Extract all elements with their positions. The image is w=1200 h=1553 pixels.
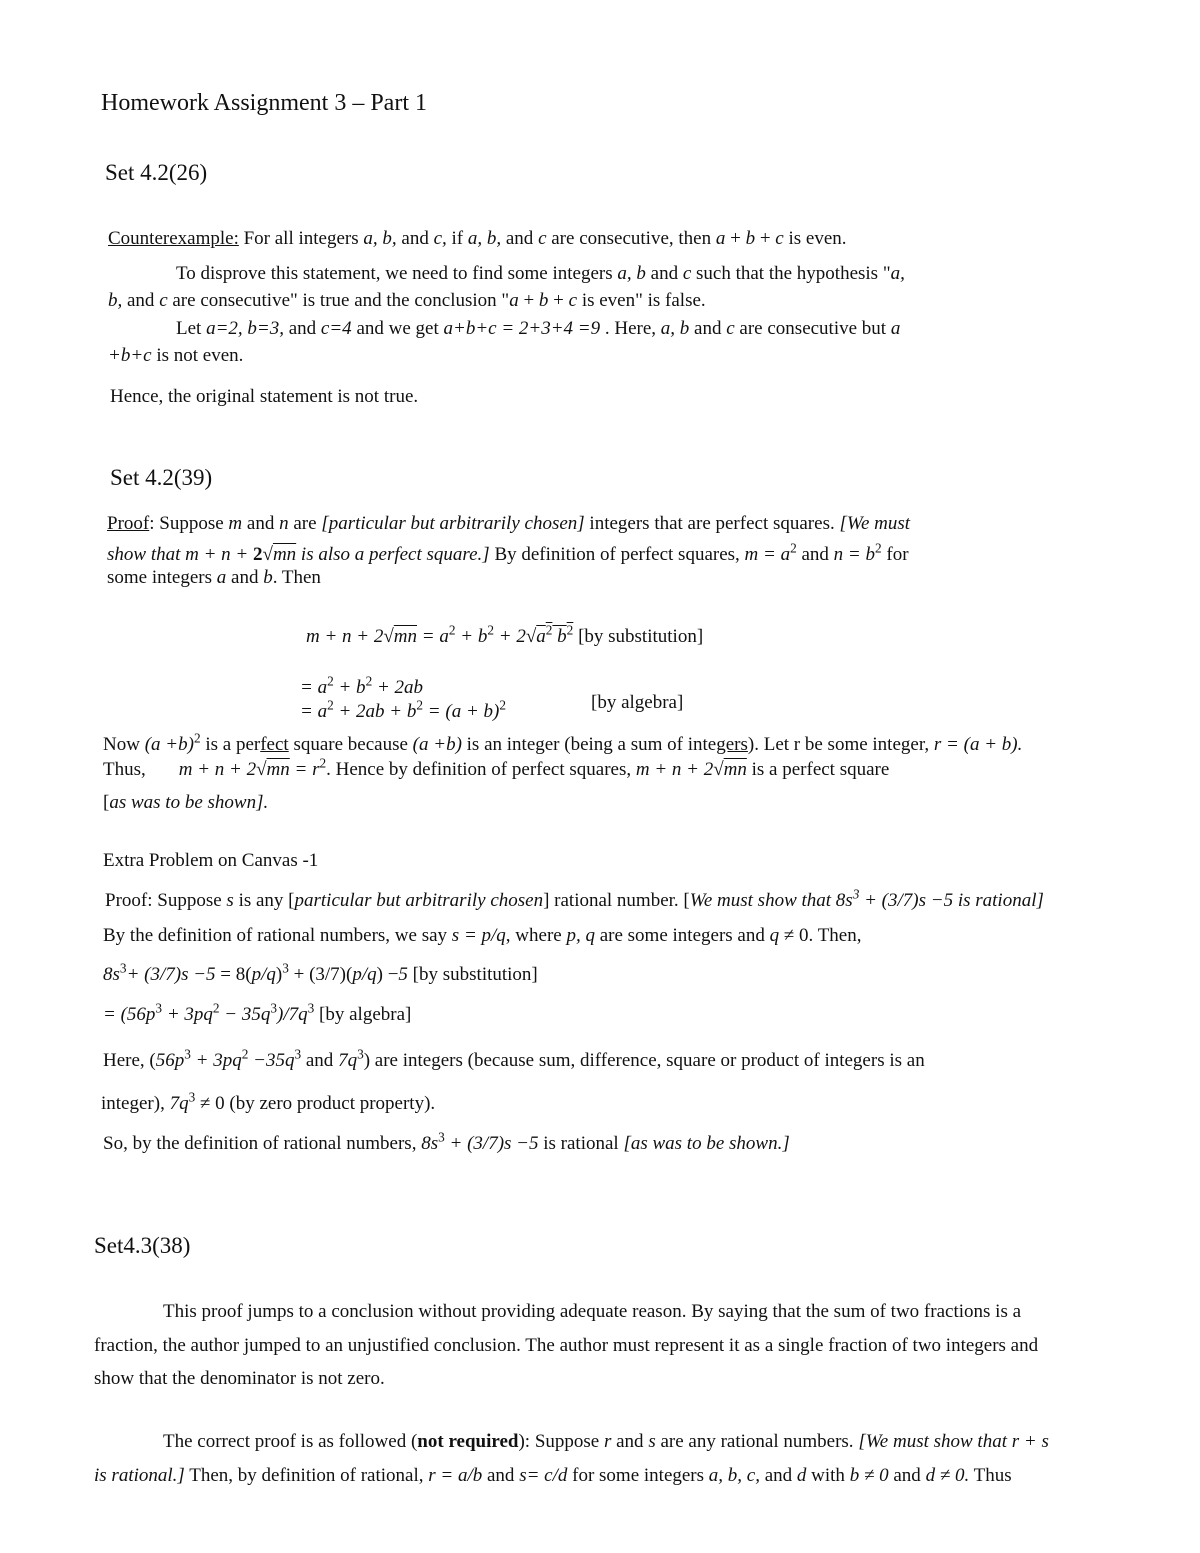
math-expression: m + n + 2√ [178, 759, 267, 780]
counterexample-conclusion: Hence, the original statement is not true. [110, 386, 419, 407]
exponent: 3 [438, 1129, 445, 1145]
exponent: 2 [875, 540, 882, 556]
math-expression: 7q [169, 1093, 189, 1114]
math-var: s [648, 1431, 656, 1452]
math-var: b [552, 626, 567, 647]
text-run: and [759, 1465, 797, 1486]
math-expression: (a +b) [144, 734, 194, 755]
radicand: mn [393, 626, 418, 647]
math-expression: m + n + 2√ [306, 626, 394, 647]
exponent: 2 [193, 730, 201, 746]
exponent: 3 [155, 1000, 163, 1016]
text-run: ≠ 0. Then, [779, 925, 862, 946]
math-expression: + 3pq [162, 1004, 213, 1025]
math-var: n [279, 513, 289, 534]
math-expression: + 2ab [372, 677, 424, 698]
text-run: and [396, 228, 434, 249]
text-run: are consecutive, then [546, 228, 716, 249]
italic-phrase: as was to be shown]. [109, 792, 269, 813]
text-run: are consecutive" is true and the conclusion " [167, 290, 510, 311]
math-var: a, b [617, 263, 646, 284]
text-run: and [482, 1465, 520, 1486]
text-run: . Here, [600, 318, 661, 339]
italic-phrase: is rational.] [94, 1465, 185, 1486]
text-run: are some integers and [594, 925, 770, 946]
extra-proof-line-2 [103, 925, 861, 947]
exponent: 2 [327, 697, 334, 713]
section-heading-set-4-2-26: Set 4.2(26) [105, 160, 208, 185]
math-var: b [263, 567, 273, 588]
radicand: mn [723, 759, 747, 780]
equation-note: [by substitution] [573, 626, 704, 647]
text-run: for some integers [567, 1465, 709, 1486]
extra-proof-line-5 [103, 1046, 925, 1072]
text-run: gers [716, 734, 748, 755]
text-run: + [518, 290, 539, 311]
text-run: and we get [351, 318, 444, 339]
math-expression: s = p/q [451, 925, 506, 946]
text-run: and [611, 1431, 649, 1452]
math-expression: + b [333, 677, 366, 698]
math-var: c [775, 228, 784, 249]
proof-line-5 [103, 755, 890, 781]
exponent: 2 [487, 622, 494, 638]
math-var: a=2, b=3, [206, 318, 284, 339]
text-run: Then, by definition of rational, [184, 1465, 429, 1486]
counterexample-line-1 [108, 228, 847, 250]
equation-note-algebra: [by algebra] [591, 692, 684, 713]
text-run: for [881, 544, 909, 565]
math-var: b [538, 290, 549, 311]
text-run: are consecutive but [734, 318, 891, 339]
math-var: b, [108, 290, 123, 311]
math-expression: = r [289, 759, 320, 780]
exponent: 2 [499, 697, 506, 713]
extra-proof-line-3 [103, 960, 538, 986]
proof-line-6 [103, 792, 268, 814]
text-run: ). Let r be some integer, [747, 734, 934, 755]
math-var: p, q [566, 925, 595, 946]
math-expression: 56p [155, 1050, 185, 1071]
math-var: a [509, 290, 519, 311]
exponent: 2 [327, 673, 334, 689]
radicand: mn [272, 544, 297, 565]
math-expression: + (3/7)s −5 [126, 964, 216, 985]
math-var: r [603, 1431, 612, 1452]
text-run: fect [260, 734, 289, 755]
exponent: 2 [212, 1000, 220, 1016]
math-expression: 8s [421, 1133, 439, 1154]
exponent: 2 [319, 755, 327, 771]
text-run: By definition of perfect squares, [489, 544, 745, 565]
math-var: s [226, 890, 234, 911]
proof-line-4 [103, 730, 1023, 756]
math-expression: n = b [833, 544, 875, 565]
text-run: ): Suppose [518, 1431, 604, 1452]
text-run: with [806, 1465, 850, 1486]
extra-proof-line-1 [105, 886, 1044, 912]
text-run: and [122, 290, 160, 311]
math-expression: −35q [248, 1050, 295, 1071]
text-run: For all integers [238, 228, 364, 249]
math-expression: (a +b) [412, 734, 462, 755]
text-run: and [283, 318, 321, 339]
text-run: is any [ [233, 890, 295, 911]
text-run: are [288, 513, 322, 534]
exponent: 3 [188, 1089, 196, 1105]
exponent: 2 [241, 1046, 249, 1062]
math-expression: + 2ab + b [333, 701, 417, 722]
italic-phrase: show that m + n + [107, 544, 253, 565]
exponent: 2 [448, 622, 456, 638]
math-expression: m = a [744, 544, 791, 565]
counterexample-line-5 [108, 345, 243, 367]
math-var: b [745, 228, 756, 249]
exponent: 3 [184, 1046, 191, 1062]
math-expression: = a [300, 701, 328, 722]
counterexample-label: Counterexample: [108, 228, 239, 249]
italic-phrase: [particular but arbitrarily chosen] [321, 513, 585, 534]
math-expression: m + n + 2√ [635, 759, 724, 780]
bold-phrase: not required [417, 1431, 519, 1452]
extra-problem-heading: Extra Problem on Canvas -1 [103, 850, 319, 871]
italic-phrase: + (3/7)s −5 is rational] [859, 890, 1044, 911]
math-var: c [538, 228, 547, 249]
exponent: 3 [270, 1000, 278, 1016]
section-heading-set-4-3-38: Set4.3(38) [94, 1233, 191, 1258]
math-var: a [536, 626, 546, 647]
proof-label: Proof [107, 513, 150, 534]
section-heading-set-4-2-39: Set 4.2(39) [110, 465, 213, 490]
text-run: ) [275, 964, 283, 985]
math-var: a, b [660, 318, 690, 339]
math-expression: + b [455, 626, 488, 647]
counterexample-line-3 [108, 290, 706, 312]
exponent: 3 [357, 1046, 364, 1062]
text-run: and [645, 263, 683, 284]
counterexample-line-2 [176, 263, 905, 285]
exponent: 3 [119, 960, 127, 976]
math-var: b, [382, 228, 397, 249]
sqrt-sign: √ [262, 544, 273, 565]
text-run: By the definition of rational numbers, we say [103, 925, 452, 946]
text-run: integer), [101, 1093, 170, 1114]
math-var: a, [890, 263, 905, 284]
exponent: 3 [852, 886, 860, 902]
text-run: Let [176, 318, 207, 339]
math-var: c [159, 290, 168, 311]
extra-proof-line-7 [103, 1129, 790, 1155]
text-run: some integers [107, 567, 217, 588]
math-expression: p/q [251, 964, 276, 985]
radicand [536, 622, 574, 647]
text-run: and [301, 1050, 339, 1071]
text-run: and [226, 567, 264, 588]
text-run: , where [505, 925, 567, 946]
text-run: + (3/7)( [288, 964, 353, 985]
math-expression: + (3/7)s −5 [444, 1133, 539, 1154]
text-run: To disprove this statement, we need to find some integers [176, 263, 618, 284]
exponent: 2 [365, 673, 373, 689]
text-run: . Then [272, 567, 321, 588]
text-run: is a per [200, 734, 261, 755]
text-run: + [725, 228, 746, 249]
italic-phrase: particular but arbitrarily chosen [294, 890, 544, 911]
text-run: integers that are perfect squares. [584, 513, 840, 534]
math-var: a [715, 228, 726, 249]
math-var: c, [433, 228, 447, 249]
math-expression: d ≠ 0. [925, 1465, 970, 1486]
text-run: [ [103, 792, 110, 813]
italic-phrase: [We must show that r + s [858, 1431, 1049, 1452]
math-expression: r = (a + b). [933, 734, 1023, 755]
math-expression: a+b+c = 2+3+4 =9 [443, 318, 601, 339]
math-expression: = a [300, 677, 328, 698]
text-run: is rational [538, 1133, 624, 1154]
counterexample-line-4 [176, 318, 900, 340]
math-expression: + 2√ [494, 626, 537, 647]
italic-phrase: [We must [839, 513, 911, 534]
exponent: 3 [294, 1046, 302, 1062]
proof-line-2 [107, 540, 909, 566]
text-run: is an integer (being a sum of inte [461, 734, 717, 755]
text-run: Thus [969, 1465, 1012, 1486]
math-expression: = a [417, 626, 449, 647]
math-expression: 8s [103, 964, 120, 985]
math-var: a [890, 318, 901, 339]
text-run: Proof: Suppose [105, 890, 227, 911]
text-run: : Suppose [149, 513, 229, 534]
text-run: . Hence by definition of perfect squares, [326, 759, 636, 780]
text-run: = 8( [215, 964, 252, 985]
correct-proof-line-1 [163, 1431, 1049, 1453]
text-run: Thus, [103, 759, 146, 780]
document-title: Homework Assignment 3 – Part 1 [101, 90, 427, 116]
correct-proof-line-2 [94, 1465, 1012, 1487]
critique-line-1: This proof jumps to a conclusion without providing adequate reason. By saying that the sum of two fractions is a [163, 1301, 1022, 1322]
text-run: The correct proof is as followed ( [163, 1431, 418, 1452]
text-run: ] rational number. [ [543, 890, 690, 911]
math-expression: − 35q [219, 1004, 271, 1025]
equation-substitution [306, 622, 704, 648]
text-run: Here, ( [103, 1050, 156, 1071]
text-run: [by substitution] [407, 964, 538, 985]
italic-phrase: We must show that 8s [689, 890, 853, 911]
text-run: ) − [376, 964, 399, 985]
exponent: 2 [545, 622, 553, 638]
text-run: and [888, 1465, 926, 1486]
math-expression: s= c/d [519, 1465, 568, 1486]
math-var: a, b, c, [708, 1465, 760, 1486]
math-coefficient: 2 [253, 544, 263, 565]
text-run: ) are integers (because sum, difference, square or product of integers is an [363, 1050, 925, 1071]
math-var: 5 [398, 964, 408, 985]
text-run: + [548, 290, 569, 311]
text-run: So, by the definition of rational numbers, [103, 1133, 422, 1154]
extra-proof-line-4 [103, 1000, 412, 1026]
math-expression: b ≠ 0 [849, 1465, 889, 1486]
math-var: c=4 [320, 318, 352, 339]
text-run: Now [103, 734, 145, 755]
math-var: a, b, [467, 228, 502, 249]
text-run: is even. [783, 228, 847, 249]
text-run: = (56p [103, 1004, 156, 1025]
math-var: a [216, 567, 227, 588]
text-run: + [755, 228, 776, 249]
math-var: c [682, 263, 692, 284]
math-expression: + 3pq [190, 1050, 242, 1071]
math-var: m [228, 513, 243, 534]
text-run: and [501, 228, 539, 249]
exponent: 2 [790, 540, 797, 556]
proof-line-3 [107, 567, 321, 589]
math-expression: p/q [352, 964, 377, 985]
text-run: ≠ 0 (by zero product property). [195, 1093, 436, 1114]
exponent: 3 [282, 960, 289, 976]
math-var: a, [363, 228, 378, 249]
math-var: q [769, 925, 780, 946]
italic-phrase: [as was to be shown.] [623, 1133, 790, 1154]
text-run: such that the hypothesis " [691, 263, 891, 284]
math-var: d [796, 1465, 807, 1486]
text-run: square because [288, 734, 413, 755]
exponent: 3 [307, 1000, 315, 1016]
equation-algebra-2 [300, 697, 506, 723]
text-run: and [796, 544, 834, 565]
critique-line-3: show that the denominator is not zero. [94, 1368, 385, 1389]
text-run: is a perfect square [746, 759, 890, 780]
critique-line-2: fraction, the author jumped to an unjustified conclusion. The author must represent it as a single fraction of two integers and [94, 1335, 1039, 1356]
text-run: are any rational numbers. [655, 1431, 859, 1452]
text-run: and [242, 513, 280, 534]
math-expression: +b+c [108, 345, 152, 366]
exponent: 2 [416, 697, 424, 713]
math-expression: = (a + b) [423, 701, 500, 722]
text-run: is even" is false. [577, 290, 706, 311]
equation-algebra-1 [300, 673, 424, 699]
math-var: c [568, 290, 578, 311]
radicand: mn [266, 759, 290, 780]
exponent: 2 [566, 622, 574, 638]
text-run: and [689, 318, 727, 339]
proof-line-1 [107, 513, 910, 535]
extra-proof-line-6 [101, 1089, 436, 1115]
math-expression: r = a/b [428, 1465, 483, 1486]
italic-phrase: is also a perfect square.] [296, 544, 490, 565]
text-run: if [446, 228, 468, 249]
math-var: c [726, 318, 735, 339]
math-expression: 7q [338, 1050, 358, 1071]
text-run: [by algebra] [314, 1004, 412, 1025]
text-run: is not even. [151, 345, 244, 366]
math-expression: )/7q [277, 1004, 308, 1025]
